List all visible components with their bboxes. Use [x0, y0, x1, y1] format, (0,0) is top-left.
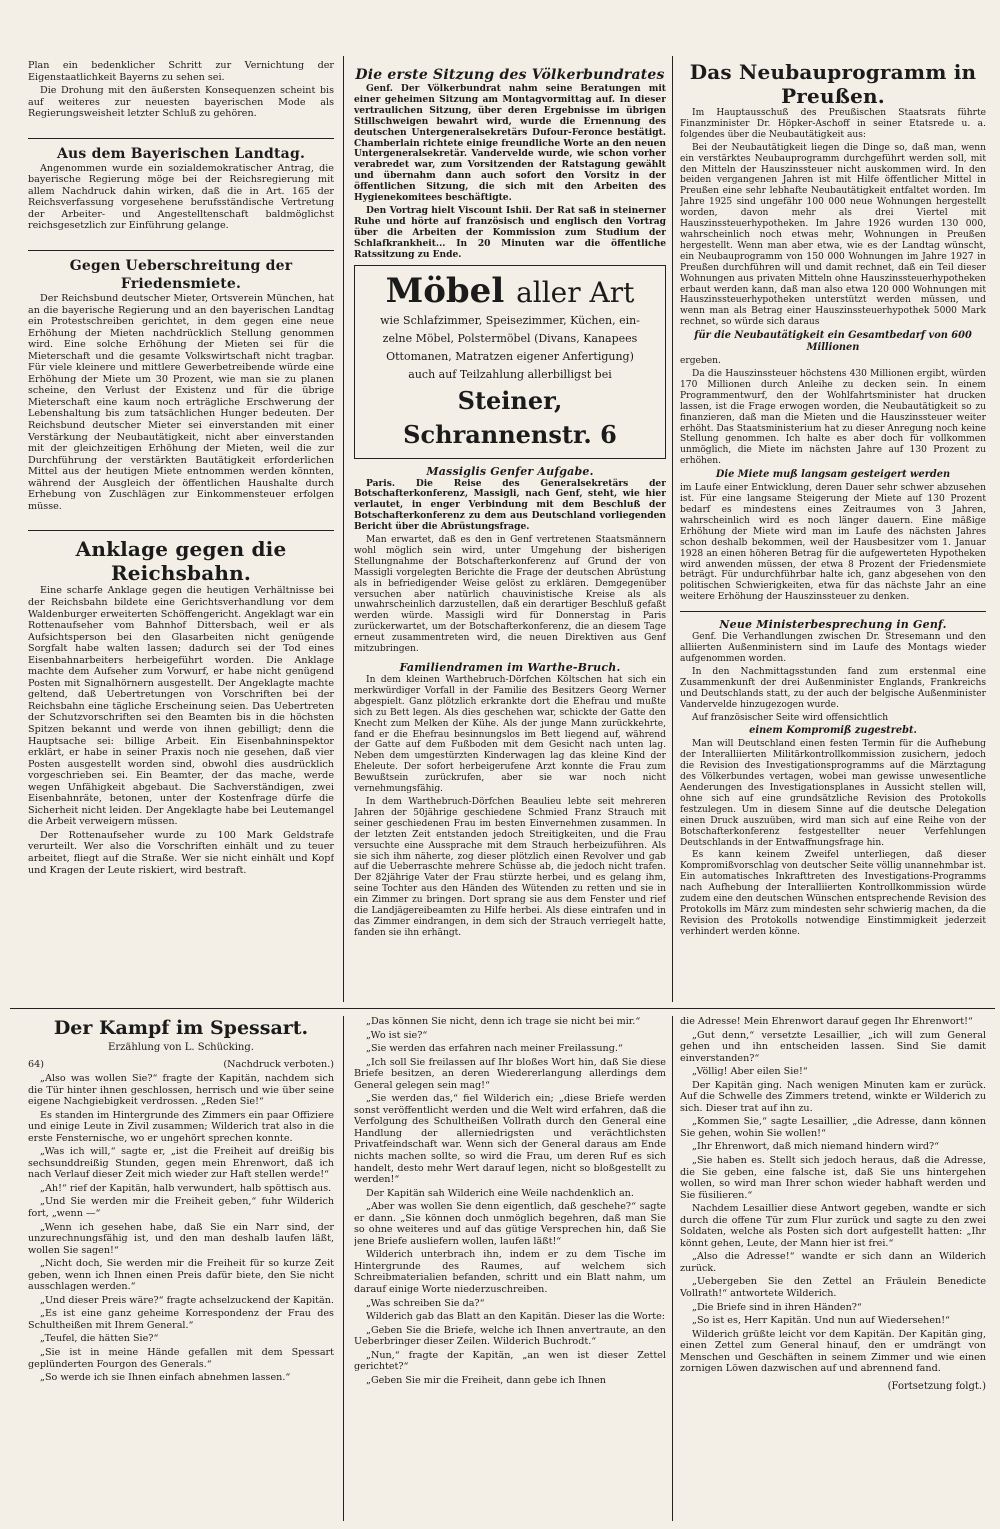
neubau-text-2: Bei der Neubautätigkeit liegen die Dinge so, daß man, wenn ein verstärktes Neubauprogramm durchgeführt werden soll, mit den Mitteln der Hauszinssteuer nicht auskommen wird. In den beiden vergangenen Jahren ist mit Hilfe öffentlicher Mittel in Preußen eine sehr lebhafte Neubautätigkeit entfaltet worden. Im Jahre 1925 sind ungefähr 100 000 neue Wohnungen hergestellt worden, davon mehr als drei Viertel mit Hauszinssteuerhypotheken. Im Jahre 1926 wurden 130 000, wahrscheinlich noch etwas mehr, Wohnungen in Preußen hergestellt. Wenn man aber etwa, wie es der Landtag wünscht, ein Neubauprogramm von 150 000 Wohnungen im Jahre 1927 in Preußen durchführen will und damit rechnet, daß ein Teil dieser Wohnungen aus privaten Mitteln ohne Hauszinssteuerhypotheken erbaut werden kann, daß man also etwa 120 000 Wohnungen mit Hauszinssteuerhypotheken unterstützt werden müssen, und wenn man als Betrag einer Hauszinssteuerhypothek 5000 Mark rechnet, so würde sich daraus — [680, 142, 986, 328]
serial-paragraph: „Ich soll Sie freilassen auf Ihr bloßes Wort hin, daß Sie diese Briefe besitzen, an deren Wiedererlangung allerdings dem General gelegen sein mag!“ — [354, 1056, 666, 1091]
divider — [28, 530, 334, 531]
minister-text-1: Genf. Die Verhandlungen zwischen Dr. Stresemann und den alliierten Außenministern sind im Laufe des Montags wieder aufgenommen worden. — [680, 632, 986, 664]
serial-paragraph: die Adresse! Mein Ehrenwort darauf gegen Ihr Ehrenwort!“ — [680, 1016, 973, 1027]
minister-text-3: Auf französischer Seite wird offensichtlich — [692, 712, 889, 723]
serial-paragraph: „Wo ist sie?“ — [366, 1029, 428, 1041]
serial-paragraph: „Sie werden das erfahren nach meiner Freilassung.“ — [366, 1043, 623, 1055]
furniture-advertisement — [354, 265, 666, 459]
voelkerbund-headline: Die erste Sitzung des Völkerbundrates — [355, 67, 665, 83]
ad-line: auch auf Teilzahlung allerbilligst bei — [408, 367, 612, 381]
divider — [28, 250, 334, 251]
reichsbahn-text-1: Eine scharfe Anklage gegen die heutigen Verhältnisse bei der Reichsbahn bildete eine Gerichtsverhandlung vor dem Waldenburger erweiterten Schöffengericht. Angeklagt war ein Rottenaufseher vom Bahnhof Dittersbach, weil er als Aufsichtsperson bei den Glasarbeiten nicht genügende Sorgfalt habe walten lassen; dadurch sei der Tod eines Eisenbahnarbeiters herbeigeführt worden. Die Anklage machte dem Aufseher zum Vorwurf, er habe nicht genügend Posten mit Signalhörnern ausgestellt. Der Angeklagte machte geltend, daß Uebertretungen von Vorschriften bei der Reichsbahn eine tägliche Erscheinung seien. Das Uebertreten der Schutzvorschriften sei den Beamten bis in die höchsten Spitzen bekannt und werde von ihnen gebilligt; denn die Hauptsache sei: billige Arbeit. Ein Eisenbahninspektor erklärt, er habe in seiner Praxis noch nie gesehen, daß vier Posten ausgestellt worden sind, obwohl dies ausdrücklich vorgeschrieben sei. Ein Beamter, der das mache, werde wegen Unfähigkeit abgebaut. Die Sachverständigen, zwei Eisenbahnräte, betonen, unter der Kostenfrage dürfe die Sicherheit nicht leiden. Der Angeklagte habe bei Leutemangel die Arbeit verweigern müssen. — [28, 585, 334, 828]
neubau-text-1: Im Hauptausschuß des Preußischen Staatsrats führte Finanzminister Dr. Höpker-Aschoff in seiner Etatsrede u. a. folgendes über die Neubautätigkeit aus: — [680, 108, 986, 140]
serial-paragraph: Wilderich gab das Blatt an den Kapitän. Dieser las die Worte: — [366, 1311, 666, 1323]
ad-address: Steiner, Schrannenstr. 6 — [403, 385, 617, 449]
reprint-notice: (Nachdruck verboten.) — [223, 1059, 334, 1070]
serial-title: Der Kampf im Spessart. — [53, 1017, 309, 1039]
serial-paragraph: „Was schreiben Sie da?“ — [366, 1297, 485, 1309]
serial-paragraph: „Was ich will,“ sagte er, „ist die Freiheit auf dreißig bis sechsunddreißig Stunden, gegen mein Ehrenwort, daß ich nach Verlauf dieser Zeit mich wieder zur Haft stellen werde!“ — [28, 1146, 334, 1181]
neubau-text-3: ergeben. — [680, 356, 721, 367]
serial-paragraph: „So werde ich sie Ihnen einfach abnehmen lassen.“ — [40, 1372, 291, 1384]
reichsbahn-headline: Anklage gegen die Reichsbahn. — [75, 537, 287, 586]
reichsbahn-text-2: Der Rottenaufseher wurde zu 100 Mark Geldstrafe verurteilt. Wer also die Vorschriften einhält und zu teuer arbeitet, fliegt auf die Straße. Wer sie nicht einhält und Kopf und Kragen der Leute riskiert, wird bestraft. — [28, 829, 334, 876]
familien-text-2: In dem Warthebruch-Dörfchen Beaulieu lebte seit mehreren Jahren der 50jährige geschiedene Schmied Franz Strauch mit seiner geschiedenen Frau im besten Einvernehmen zusammen. In der letzten Zeit entstanden jedoch Streitigkeiten, und die Frau versuchte eine Aussprache mit dem Strauch herbeizuführen. Als sie sich ihm näherte, zog dieser plötzlich einen Revolver und gab auf die Ueberraschte mehrere Schüsse ab, die jedoch nicht trafen. Der 82jährige Vater der Frau stürzte herbei, und es gelang ihm, seine Tochter aus den Händen des Wütenden zu retten und sie in ein Zimmer zu bringen. Dort sprang sie aus dem Fenster und rief die Landjägereibeamten zu Hilfe herbei. Als diese eintrafen und in das Zimmer eindrangen, in dem sich der Strauch verriegelt hatte, fanden sie ihn erhängt. — [354, 796, 666, 938]
landtag-text: Angenommen wurde ein sozialdemokratischer Antrag, die bayerische Regierung möge bei der Reichsregierung mit allem Nachdruck dahin wirken, daß die in Art. 165 der Reichsverfassung vorgesehene berufsständische Vertretung der Arbeiter- und Angestelltenschaft baldmöglichst reichsgesetzlich zur Einführung gelange. — [28, 162, 334, 232]
serial-number: 64) — [28, 1059, 44, 1070]
serial-paragraph: „Und Sie werden mir die Freiheit geben,“ fuhr Wilderich fort, „wenn —“ — [28, 1196, 334, 1220]
serial-paragraph: „Nun,“ fragte der Kapitän, „an wen ist dieser Zettel gerichtet?“ — [354, 1349, 666, 1373]
column-rule-2 — [672, 56, 673, 1002]
serial-paragraph: „Teufel, die hätten Sie?“ — [40, 1333, 159, 1345]
serial-paragraph: „Uebergeben Sie den Zettel an Fräulein Benedicte Vollrath!“ antwortete Wilderich. — [680, 1276, 986, 1300]
feuilleton-rule — [10, 1008, 995, 1009]
serial-paragraph: „Sie haben es. Stellt sich jedoch heraus, daß die Adresse, die Sie geben, eine falsche ist, daß Sie uns hintergehen wollen, so wird man Ihrer schon wieder habhaft werden und Sie füsilieren.“ — [680, 1155, 986, 1201]
minister-headline: Neue Ministerbesprechung in Genf. — [719, 618, 947, 632]
neubau-text-4: Da die Hauszinssteuer höchstens 430 Millionen ergibt, würden 170 Millionen durch Anleihe zu decken sein. In einem Programmentwurf, den der Wohlfahrtsminister hat drucken lassen, ist die Frage erwogen worden, die Neubautätigkeit so zu finanzieren, daß man die Mieten und die Hauszinssteuer weiter erhöht. Das Staatsministerium hat zu dieser Anregung noch keine Stellung genommen. Ich halte es aber doch für vollkommen unmöglich, die Miete im nächsten Jahre auf 130 Prozent zu erhöhen. — [680, 369, 986, 467]
neubau-text-5: im Laufe einer Entwicklung, deren Dauer sehr schwer abzusehen ist. Für eine langsame Steigerung der Miete auf 130 Prozent bedarf es mindestens eines Zeitraumes von 3 Jahren, wahrscheinlich wird es noch länger dauern. Eine mäßige Erhöhung der Miete wird man im Laufe des nächsten Jahres schon deshalb bekommen, weil der Hausbesitzer vom 1. Januar 1928 an einen höheren Betrag für die aufgewerteten Hypotheken wird anwenden müssen, der etwa 8 Prozent der Friedensmiete beträgt. Für undurchführbar halte ich, ganz abgesehen von den politischen Schwierigkeiten, etwa für das nächste Jahr an eine weitere Erhöhung der Hauszinssteuer zu denken. — [680, 483, 986, 603]
ad-line: zelne Möbel, Polstermöbel (Divans, Kanapees — [382, 331, 638, 345]
voelkerbund-text-2: Den Vortrag hielt Viscount Ishii. Der Rat saß in steinerner Ruhe und hörte auf französisch und englisch den Vortrag über die Arbeiten der Kommission zum Studium der Schlafkrankheit... In 20 Minuten war die öffentliche Ratssitzung zu Ende. — [354, 204, 666, 260]
divider — [28, 138, 334, 139]
serial-paragraph: „Sie ist in meine Hände gefallen mit dem Spessart geplünderten Fourgon des Generals.“ — [28, 1347, 334, 1370]
neubau-subheading: für die Neubautätigkeit ein Gesamtbedarf von 600 Millionen — [694, 330, 972, 354]
right-column — [680, 60, 986, 1000]
left-column — [28, 60, 334, 990]
serial-paragraph: „Ah!“ rief der Kapitän, halb verwundert, halb spöttisch aus. — [40, 1182, 332, 1194]
serial-paragraph: „Und dieser Preis wäre?“ fragte achselzuckend der Kapitän. — [40, 1294, 334, 1306]
voelkerbund-text: Genf. Der Völkerbundrat nahm seine Beratungen mit einer geheimen Sitzung am Montagvormittag auf. In dieser vertraulichen Sitzung, über deren Ergebnisse im übrigen Stillschweigen bewahrt wird, wurde die Ernennung des deutschen Untergeneralsekretärs Dufour-Feronce bestätigt. Chamberlain richtete einige freundliche Worte an den neuen Untergeneralsekretär. Vandervelde wurde, wie schon vorher verabredet war, zum Vorsitzenden der Ratstagung gewählt und übernahm dann auch sofort den Vorsitz in der öffentlichen Sitzung, die sich mit den Arbeiten des Hygienekomitees beschäftigte. — [354, 83, 666, 204]
serial-paragraph: Wilderich unterbrach ihn, indem er zu dem Tische im Hintergrunde des Raumes, auf welchem sich Schreibmaterialien befanden, schritt und ein Blatt nahm, um darauf einige Worte niederzuschreiben. — [354, 1249, 666, 1296]
serial-paragraph: „Also was wollen Sie?“ fragte der Kapitän, nachdem sich die Tür hinter ihnen geschlossen, herrisch und wie über seine eigene Nachgiebigkeit verdrossen. „Reden Sie!“ — [28, 1073, 334, 1108]
middle-column — [354, 66, 666, 996]
continuation-note: (Fortsetzung folgt.) — [887, 1380, 986, 1392]
serial-paragraph: „Völlig! Aber eilen Sie!“ — [692, 1066, 808, 1078]
serial-paragraph: Der Kapitän sah Wilderich eine Weile nachdenklich an. — [366, 1187, 634, 1199]
serial-paragraph: „Geben Sie die Briefe, welche ich Ihnen anvertraute, an den Ueberbringer dieser Zeilen. Wilderich Buchrodt.“ — [354, 1324, 666, 1348]
serial-meta-row — [28, 1059, 334, 1071]
ad-headline: Möbel aller Art — [385, 270, 635, 311]
serial-paragraph: „Aber was wollen Sie denn eigentlich, daß geschehe?“ sagte er dann. „Sie können doch unmöglich begehren, daß man Sie so ohne weiteres und auf das gütige Versprechen hin, daß Sie jene Briefe ausliefern wollen, laufen läßt!“ — [354, 1201, 666, 1247]
ad-line: wie Schlafzimmer, Speisezimmer, Küchen, ein- — [380, 313, 640, 327]
serial-rule-1 — [343, 1016, 344, 1521]
minister-text-4: Man will Deutschland einen festen Termin für die Aufhebung der Interalliierten Militärkontrollkommission zusichern, jedoch die Revision des Investigationsprogramms auf die Märztagung des Völkerbundes vertagen, wobei man gewisse unwesentliche Aenderungen des Investigationsplanes in Aussicht stellen will, ohne sich auf eine grundsätzliche Revision des Protokolls festzulegen. Um in diesem Sinne auf die deutsche Delegation einen Druck auszuüben, wird man sich auf eine Reihe von der Botschafterkonferenz festgestellter neuer Verfehlungen Deutschlands in der Entwaffnungsfrage hin. — [680, 739, 986, 848]
minister-text-2: In den Nachmittagsstunden fand zum erstenmal eine Zusammenkunft der drei Außenminister Englands, Frankreichs und Deutschlands statt, zu der auch der belgische Außenminister Vandervelde hinzugezogen wurde. — [680, 666, 986, 710]
serial-paragraph: „Geben Sie mir die Freiheit, dann gebe ich Ihnen — [366, 1374, 606, 1386]
serial-column-2 — [354, 1016, 666, 1521]
column-rule-1 — [343, 56, 344, 1002]
serial-paragraph: „Es ist eine ganz geheime Korrespondenz der Frau des Schultheißen mit Ihrem General.“ — [28, 1308, 334, 1331]
serial-paragraph: Es standen im Hintergrunde des Zimmers ein paar Offiziere und einige Leute in Zivil zusammen; Wilderich trat also in die erste Fensternische, wo er ungehört sprechen konnte. — [28, 1109, 334, 1144]
serial-paragraph: Der Kapitän ging. Nach wenigen Minuten kam er zurück. Auf die Schwelle des Zimmers tretend, winkte er Wilderich zu sich. Dieser trat auf ihn zu. — [680, 1079, 986, 1114]
divider — [680, 611, 986, 612]
ad-line: Ottomanen, Matratzen eigener Anfertigung) — [386, 349, 634, 363]
serial-paragraph: „Die Briefe sind in ihren Händen?“ — [692, 1301, 862, 1313]
serial-subtitle: Erzählung von L. Schücking. — [108, 1042, 254, 1053]
minister-subheading: einem Kompromiß zugestrebt. — [749, 725, 917, 737]
intro-paragraph-2: Die Drohung mit den äußersten Konsequenzen scheint bis auf weiteres zur neuesten bayerischen Mode als Regierungsweisheit letzter Schluß zu gehören. — [28, 85, 334, 120]
serial-paragraph: „So ist es, Herr Kapitän. Und nun auf Wiedersehen!“ — [692, 1315, 950, 1327]
serial-paragraph: „Wenn ich gesehen habe, daß Sie ein Narr sind, der unzurechnungsfähig ist, und den man deshalb laufen läßt, wollen Sie sagen!“ — [28, 1221, 334, 1256]
serial-paragraph: „Also die Adresse!“ wandte er sich dann an Wilderich zurück. — [680, 1251, 986, 1274]
serial-paragraph: Nachdem Lesaillier diese Antwort gegeben, wandte er sich durch die offene Tür zum Flur zurück und sagte zu den zwei Soldaten, welche als Posten sich dort aufgestellt hatten: „Ihr könnt gehen, Leute, der Mann hier ist frei.“ — [680, 1203, 986, 1249]
serial-paragraph: „Ihr Ehrenwort, daß mich niemand hindern wird?“ — [692, 1141, 940, 1153]
massigli-text: Man erwartet, daß es den in Genf vertretenen Staatsmännern wohl möglich sein wird, unter Umgehung der bisherigen Stellungnahme der Botschafterkonferenz auf Grund der von Massigli vorgelegten Berichte die Frage der deutschen Abrüstung als in befriedigender Weise gelöst zu erklären. Demgegenüber versuchen aber natürlich chauvinistische Kreise als als unwahrscheinlich darzustellen, daß ein derartiger Beschluß gefaßt werden würde. Massigli wird für Donnerstag in Paris zurückerwartet, um der Botschafterkonferenz, die an diesem Tage erneut zusammentreten wird, die neuen Direktiven aus Genf mitzubringen. — [354, 535, 666, 655]
massigli-headline: Massiglis Genfer Aufgabe. — [426, 464, 594, 478]
serial-paragraph: „Das können Sie nicht, denn ich trage sie nicht bei mir.“ — [366, 1016, 641, 1027]
serial-paragraph: „Kommen Sie,“ sagte Lesaillier, „die Adresse, dann können Sie gehen, wohin Sie wollen!“ — [680, 1116, 986, 1139]
serial-column-1 — [28, 1016, 334, 1521]
serial-column-3 — [680, 1016, 986, 1521]
minister-text-5: Es kann keinem Zweifel unterliegen, daß dieser Kompromißvorschlag von deutscher Seite völlig unannehmbar ist. Ein automatisches Inkrafttreten des Investigations-Programms nach Aufhebung der Interalliierten Kontrollkommission würde zudem eine den deutschen Wünschen entsprechende Revision des Protokolls im März zum mindesten sehr schwierig machen, da die Revision des Protokolls notwendige Einstimmigkeit jederzeit verhindert werden könne. — [680, 850, 986, 937]
serial-paragraph: „Gut denn,“ versetzte Lesaillier, „ich will zum General gehen und ihn entscheiden lassen. Sind Sie damit einverstanden?“ — [680, 1029, 986, 1064]
familien-text-1: In dem kleinen Warthebruch-Dörfchen Költschen hat sich ein merkwürdiger Vorfall in der Familie des Besitzers Georg Werner abgespielt. Ganz plötzlich erkrankte dort die Ehefrau und mußte sich zu Bett legen. Als dies geschehen war, schickte der Gatte den Knecht zum Melken der Kühe. Als der junge Mann zurückkehrte, fand er die Ehefrau besinnungslos im Bett liegend auf, während der Gatte auf dem Fußboden mit dem Gesicht nach unten lag. Neben dem umgestürzten Kinderwagen lag das kleine Kind der Eheleute. Der sofort herbeigerufene Arzt konnte die Frau zum Bewußtsein zurückrufen, aber sie war noch nicht vernehmungsfähig. — [354, 675, 666, 795]
neubau-headline: Das Neubauprogramm in Preußen. — [689, 60, 977, 108]
miete-text: Der Reichsbund deutscher Mieter, Ortsverein München, hat an die bayerische Regierung und an den bayerischen Landtag ein Protestschreiben gerichtet, in dem gegen eine neue Erhöhung der Mieten nachdrücklich Stellung genommen wird. Eine solche Erhöhung der Mieten sei für die Mieterschaft und die gesamte Volkswirtschaft nicht tragbar. Für viele kleinere und mittlere Gewerbetreibende würde eine Erhöhung der Miete um 30 Prozent, wie man sie zu planen scheine, den Verlust der Existenz und für die übrige Mieterschaft eine kaum noch erträgliche Erschwerung der Lebenshaltung bis zum tatsächlichen Hunger bedeuten. Der Reichsbund deutscher Mieter sei einverstanden mit einer Verstärkung der Neubautätigkeit, nicht aber einverstanden mit der gleichzeitigen Erhöhung der Mieten, weil die zur Durchführung der verstärkten Bautätigkeit erforderlichen Mittel aus der heutigen Miete entnommen werden könnten, während der Ausgleich der öffentlichen Haushalte durch Erhebung von Zuschlägen zur Einkommensteuer erfolgen müsse. — [28, 293, 334, 512]
familien-headline: Familiendramen im Warthe-Bruch. — [399, 661, 621, 674]
serial-rule-2 — [672, 1016, 673, 1521]
serial-paragraph: „Sie werden das,“ fiel Wilderich ein; „diese Briefe werden sonst veröffentlicht werden und die Welt wird erfahren, daß die Verfolgung des Schultheißen Vollrath durch den General eine Handlung der allerniedrigsten und verächtlichsten Privatfeindschaft war. Wenn sich der General daraus am Ende nichts machen sollte, so wird die Frau, um deren Ruf es sich handelt, desto mehr Wert darauf legen, nicht so bloßgestellt zu werden!“ — [354, 1093, 666, 1186]
landtag-headline: Aus dem Bayerischen Landtag. — [56, 145, 306, 162]
neubau-subheading: Die Miete muß langsam gesteigert werden — [715, 469, 951, 481]
intro-paragraph-1: Plan ein bedenklicher Schritt zur Vernichtung der Eigenstaatlichkeit Bayerns zu sehen sei. — [28, 60, 334, 83]
miete-headline: Gegen Ueberschreitung der Friedensmiete. — [69, 258, 293, 293]
massigli-lead: Paris. Die Reise des Generalsekretärs der Botschafterkonferenz, Massigli, nach Genf, steht, wie hier verlautet, in enger Verbindung mit dem Beschluß der Botschafterkonferenz zu dem aus Deutschland vorliegenden Bericht über die Abrüstungsfrage. — [354, 477, 666, 533]
serial-paragraph: Wilderich grüßte leicht vor dem Kapitän. Der Kapitän ging, einen Zettel zum General hinauf, den er umdrängt von Menschen und Geschäften in seinem Zimmer und wie einen zornigen Löwen dazwischen auf und abrennend fand. — [680, 1328, 986, 1375]
serial-paragraph: „Nicht doch, Sie werden mir die Freiheit für so kurze Zeit geben, wenn ich Ihnen einen Preis dafür biete, den Sie nicht ausschlagen werden.“ — [28, 1258, 334, 1293]
